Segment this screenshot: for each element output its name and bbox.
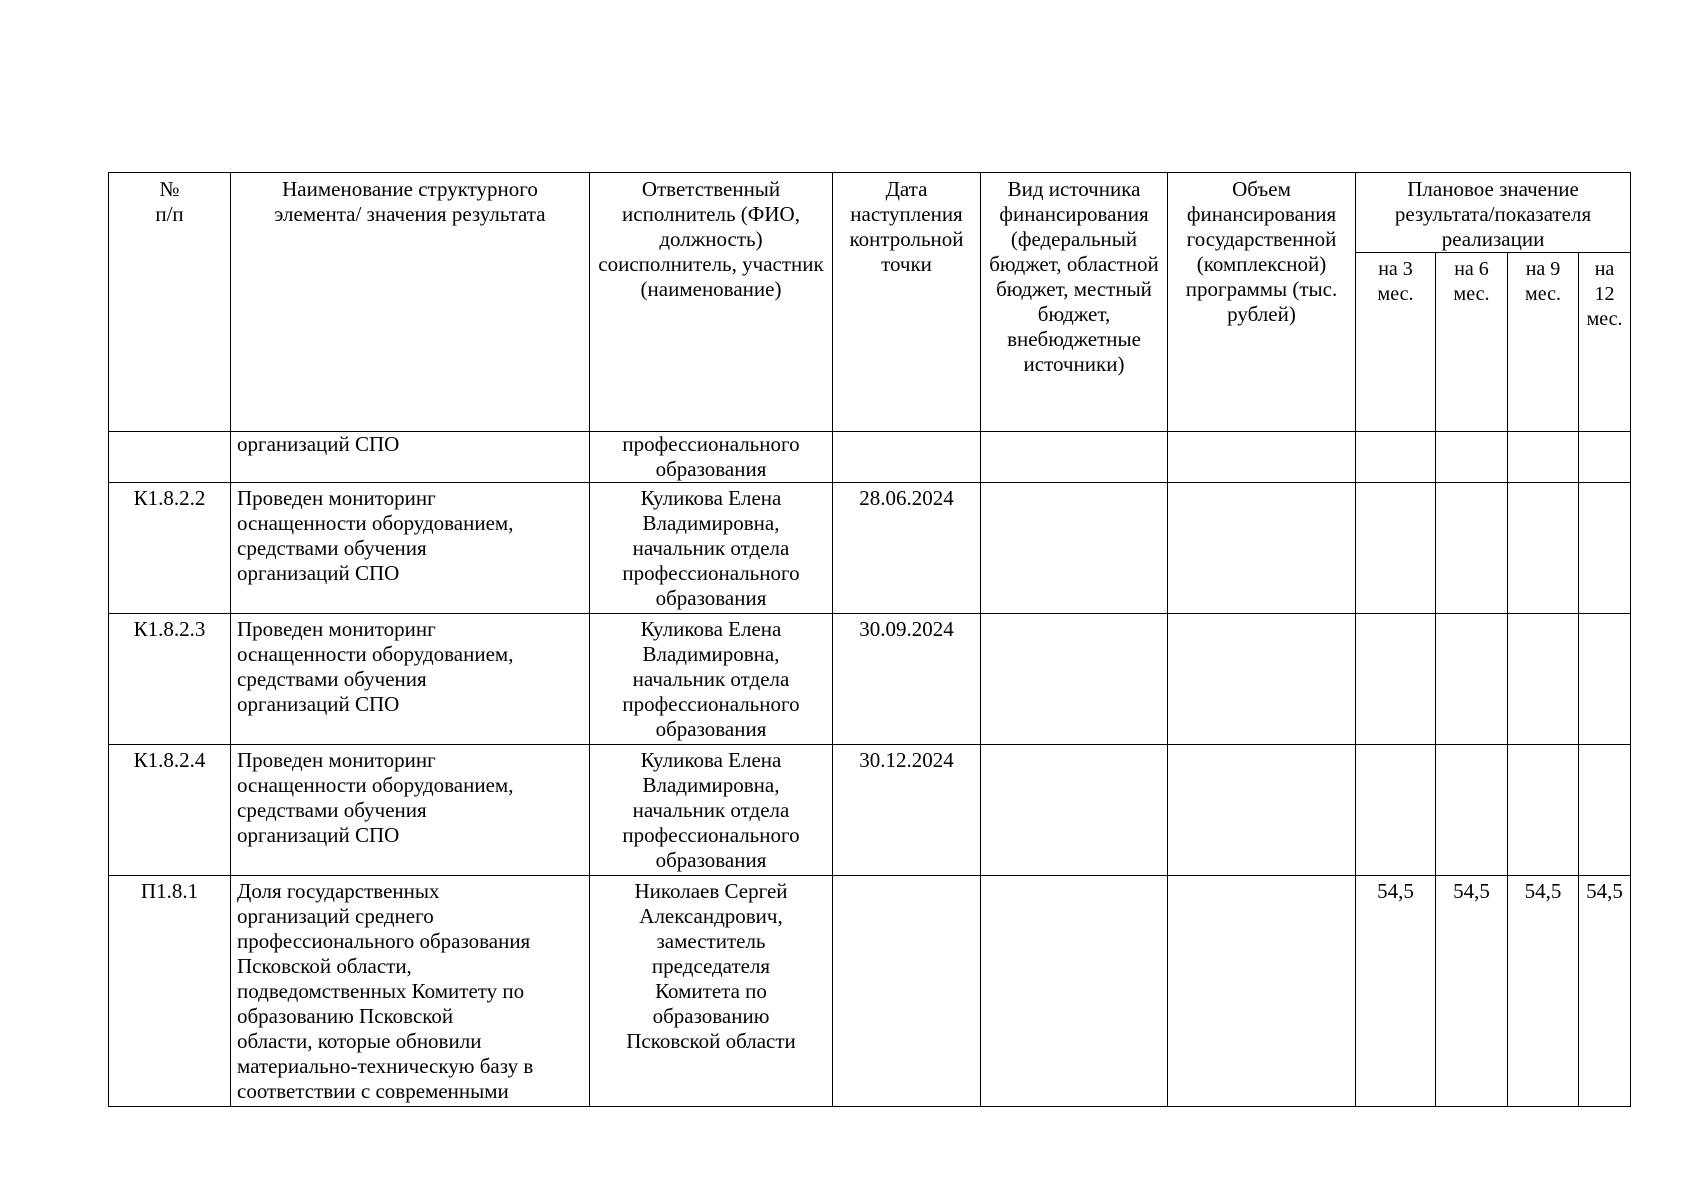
header-num: № п/п (109, 173, 231, 432)
header-responsible: Ответственный исполнитель (ФИО, должность) соисполнитель, участник (наименование) (590, 173, 833, 432)
table-row (109, 614, 1631, 745)
row-responsible: Куликова Елена Владимировна, начальник отдела профессионального образования (590, 483, 833, 614)
row-m12 (1579, 483, 1631, 614)
header-plan: Плановое значение результата/показателя реализации (1356, 173, 1631, 253)
row-num: К1.8.2.4 (109, 745, 231, 876)
header-sub-6: на 6 мес. (1436, 253, 1508, 432)
row-volume (1168, 432, 1356, 483)
table-row (109, 483, 1631, 614)
row-date: 30.12.2024 (833, 745, 981, 876)
header-date: Дата наступления контрольной точки (833, 173, 981, 432)
row-responsible: Куликова Елена Владимировна, начальник отдела профессионального образования (590, 745, 833, 876)
row-m9 (1508, 432, 1579, 483)
header-sub-12: на 12 мес. (1579, 253, 1631, 432)
row-volume (1168, 483, 1356, 614)
row-m12 (1579, 745, 1631, 876)
row-num: К1.8.2.3 (109, 614, 231, 745)
program-table (108, 172, 1631, 1107)
row-volume (1168, 876, 1356, 1107)
row-source (981, 614, 1168, 745)
row-m12 (1579, 432, 1631, 483)
row-date (833, 876, 981, 1107)
row-m9: 54,5 (1508, 876, 1579, 1107)
header-name: Наименование структурного элемента/ значения результата (231, 173, 590, 432)
row-volume (1168, 614, 1356, 745)
table-row (109, 432, 1631, 483)
row-name: организаций СПО (231, 432, 590, 483)
row-name: Проведен мониторинг оснащенности оборудованием, средствами обучения организаций СПО (231, 745, 590, 876)
row-m3 (1356, 614, 1436, 745)
header-row (109, 173, 1631, 253)
header-sub-9: на 9 мес. (1508, 253, 1579, 432)
row-m6 (1436, 483, 1508, 614)
row-date: 30.09.2024 (833, 614, 981, 745)
row-num: П1.8.1 (109, 876, 231, 1107)
row-m3: 54,5 (1356, 876, 1436, 1107)
row-m12: 54,5 (1579, 876, 1631, 1107)
row-source (981, 483, 1168, 614)
row-m6 (1436, 432, 1508, 483)
row-num (109, 432, 231, 483)
row-name: Доля государственных организаций среднего профессионального образования Псковской области, подведомственных Комитету по образованию Псковской области, которые обновили материально-техническую базу в соответствии с современными (231, 876, 590, 1107)
row-m9 (1508, 614, 1579, 745)
row-source (981, 876, 1168, 1107)
header-sub-3: на 3 мес. (1356, 253, 1436, 432)
row-m6 (1436, 614, 1508, 745)
row-source (981, 745, 1168, 876)
row-m3 (1356, 432, 1436, 483)
row-date: 28.06.2024 (833, 483, 981, 614)
row-m9 (1508, 745, 1579, 876)
table-row (109, 876, 1631, 1107)
row-m3 (1356, 745, 1436, 876)
row-m3 (1356, 483, 1436, 614)
row-m6: 54,5 (1436, 876, 1508, 1107)
table-row (109, 745, 1631, 876)
row-m6 (1436, 745, 1508, 876)
header-volume: Объем финансирования государственной (комплексной) программы (тыс. рублей) (1168, 173, 1356, 432)
row-m9 (1508, 483, 1579, 614)
row-num: К1.8.2.2 (109, 483, 231, 614)
row-name: Проведен мониторинг оснащенности оборудованием, средствами обучения организаций СПО (231, 483, 590, 614)
header-source: Вид источника финансирования (федеральный бюджет, областной бюджет, местный бюджет, внебюджетные источники) (981, 173, 1168, 432)
row-name: Проведен мониторинг оснащенности оборудованием, средствами обучения организаций СПО (231, 614, 590, 745)
row-date (833, 432, 981, 483)
row-responsible: профессионального образования (590, 432, 833, 483)
row-responsible: Николаев Сергей Александрович, заместитель председателя Комитета по образованию Псковской области (590, 876, 833, 1107)
row-volume (1168, 745, 1356, 876)
row-source (981, 432, 1168, 483)
row-m12 (1579, 614, 1631, 745)
row-responsible: Куликова Елена Владимировна, начальник отдела профессионального образования (590, 614, 833, 745)
